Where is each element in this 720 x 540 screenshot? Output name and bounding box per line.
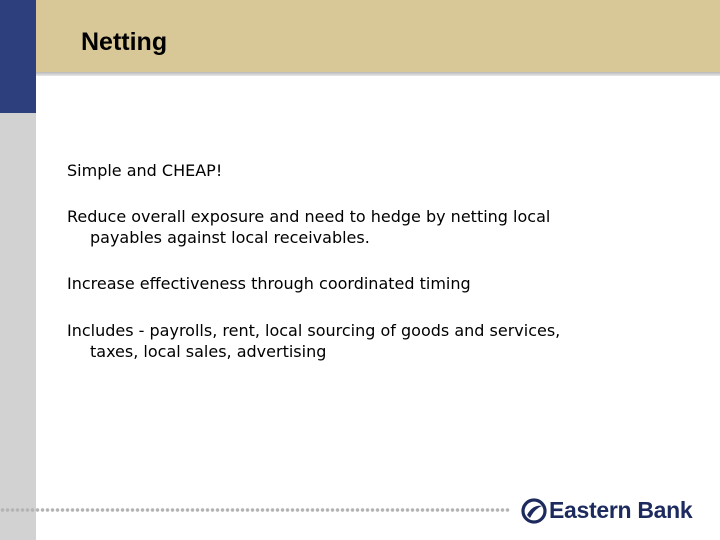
bullet-line: Simple and CHEAP! (67, 161, 223, 180)
eastern-bank-logo-icon (521, 498, 547, 524)
title-band-shadow (36, 72, 720, 76)
bullet-line: Reduce overall exposure and need to hedge by netting local (67, 207, 551, 226)
logo-text: Eastern Bank (549, 497, 693, 523)
bullet-item (67, 206, 667, 248)
slide-title: Netting (81, 28, 168, 56)
bullet-line: Includes - payrolls, rent, local sourcing of goods and services, (67, 321, 561, 340)
bullet-item (67, 273, 667, 294)
bullet-line-continued: taxes, local sales, advertising (90, 342, 327, 361)
dotted-divider (0, 505, 510, 515)
bullet-item (67, 160, 667, 181)
left-accent-block (0, 0, 36, 113)
bullet-item (67, 320, 667, 362)
eastern-bank-logo (521, 497, 703, 527)
bullet-line: Increase effectiveness through coordinated timing (67, 274, 471, 293)
bullet-line-continued: payables against local receivables. (90, 228, 370, 247)
